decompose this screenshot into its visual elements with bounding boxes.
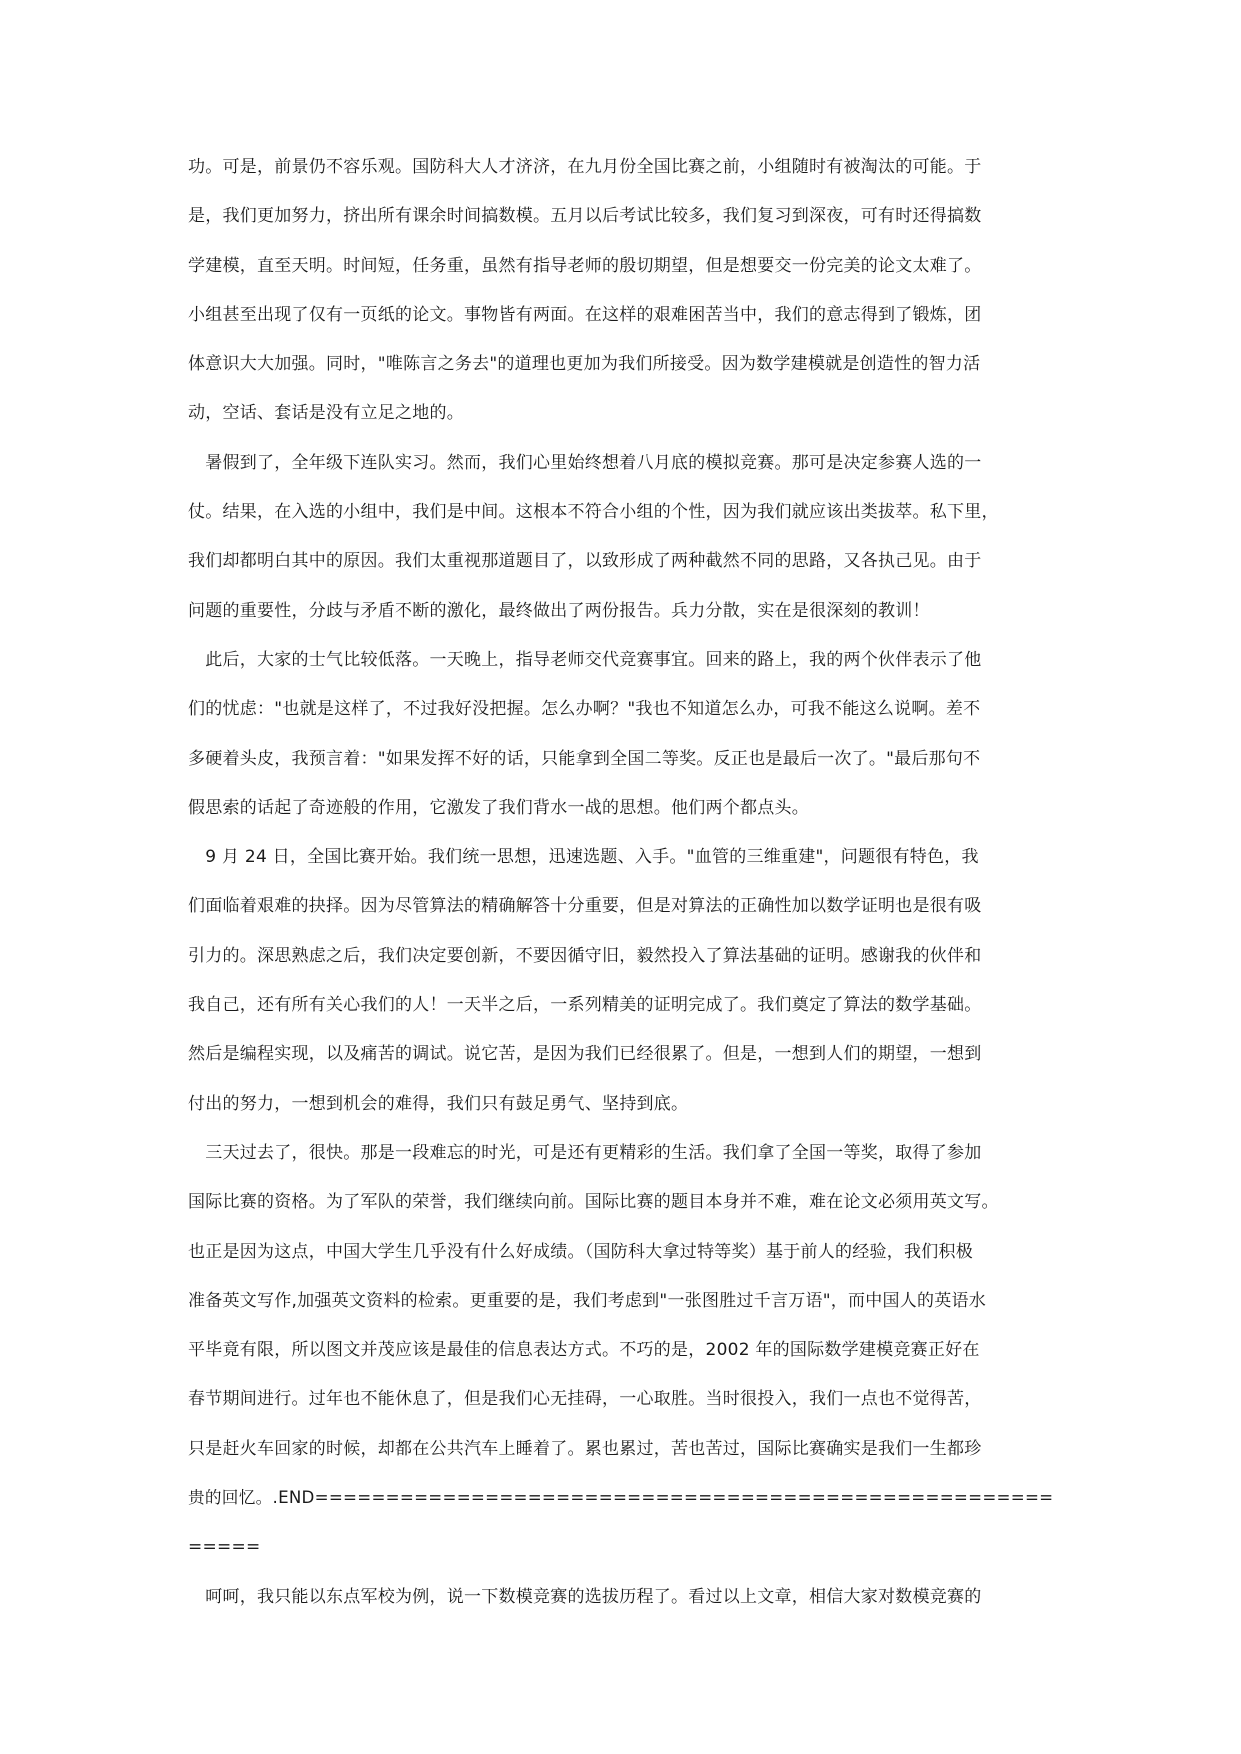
text-line: 付出的努力，一想到机会的难得，我们只有鼓足勇气、坚持到底。 <box>188 1093 689 1114</box>
text-line: 问题的重要性，分歧与矛盾不断的激化，最终做出了两份报告。兵力分散，实在是很深刻的教训！ <box>188 600 930 621</box>
text-line: 我们却都明白其中的原因。我们太重视那道题目了，以致形成了两种截然不同的思路，又各执己见。由于 <box>188 551 982 572</box>
text-line: 9 月 24 日，全国比赛开始。我们统一思想，迅速选题、入手。"血管的三维重建"，问题很有特色，我 <box>188 847 979 868</box>
text-line: 呵呵，我只能以东点军校为例，说一下数模竞赛的选拔历程了。看过以上文章，相信大家对数模竞赛的 <box>188 1586 982 1607</box>
text-line: 功。可是，前景仍不容乐观。国防科大人才济济，在九月份全国比赛之前，小组随时有被淘汰的可能。于 <box>188 157 982 177</box>
text-line: 假思索的话起了奇迹般的作用，它激发了我们背水一战的思想。他们两个都点头。 <box>188 797 809 818</box>
text-line: 国际比赛的资格。为了军队的荣誉，我们继续向前。国际比赛的题目本身并不难，难在论文必须用英文写。 <box>188 1192 999 1213</box>
text-line: 引力的。深思熟虑之后，我们决定要创新，不要因循守旧，毅然投入了算法基础的证明。感谢我的伙伴和 <box>188 945 982 966</box>
text-line: 我自己，还有所有关心我们的人！一天半之后，一系列精美的证明完成了。我们奠定了算法的数学基础。 <box>188 995 982 1016</box>
text-line: 体意识大大加强。同时，"唯陈言之务去"的道理也更加为我们所接受。因为数学建模就是创造性的智力活 <box>188 354 981 375</box>
text-line: 动，空话、套话是没有立足之地的。 <box>188 403 464 424</box>
text-line: 小组甚至出现了仅有一页纸的论文。事物皆有两面。在这样的艰难困苦当中，我们的意志得到了锻炼，团 <box>188 304 982 325</box>
text-line: 春节期间进行。过年也不能休息了，但是我们心无挂碍，一心取胜。当时很投入，我们一点也不觉得苦， <box>188 1389 982 1410</box>
text-line: 三天过去了，很快。那是一段难忘的时光，可是还有更精彩的生活。我们拿了全国一等奖，取得了参加 <box>188 1142 982 1163</box>
text-line: 仗。结果，在入选的小组中，我们是中间。这根本不符合小组的个性，因为我们就应该出类拔萃。私下里， <box>188 502 999 523</box>
text-line: 们面临着艰难的抉择。因为尽管算法的精确解答十分重要，但是对算法的正确性加以数学证明也是很有吸 <box>188 896 982 917</box>
body-text <box>188 157 1054 1636</box>
text-line: 准备英文写作,加强英文资料的检索。更重要的是，我们考虑到"一张图胜过千言万语"，而中国人的英语水 <box>188 1290 987 1311</box>
text-line: 多硬着头皮，我预言着："如果发挥不好的话，只能拿到全国二等奖。反正也是最后一次了。"最后那句不 <box>188 748 981 769</box>
text-line: 只是赶火车回家的时候，却都在公共汽车上睡着了。累也累过，苦也苦过，国际比赛确实是我们一生都珍 <box>188 1438 982 1459</box>
text-line: 贵的回忆。.END==================================================== <box>188 1488 1054 1508</box>
text-line: ===== <box>188 1537 261 1558</box>
text-line: 也正是因为这点，中国大学生几乎没有什么好成绩。（国防科大拿过特等奖）基于前人的经验，我们积极 <box>188 1241 973 1262</box>
text-line: 是，我们更加努力，挤出所有课余时间搞数模。五月以后考试比较多，我们复习到深夜，可有时还得搞数 <box>188 206 982 227</box>
text-line: 暑假到了，全年级下连队实习。然而，我们心里始终想着八月底的模拟竞赛。那可是决定参赛人选的一 <box>188 452 982 473</box>
text-line: 平毕竟有限，所以图文并茂应该是最佳的信息表达方式。不巧的是，2002 年的国际数学建模竞赛正好在 <box>188 1340 980 1361</box>
text-line: 此后，大家的士气比较低落。一天晚上，指导老师交代竞赛事宜。回来的路上，我的两个伙伴表示了他 <box>188 649 982 670</box>
text-line: 们的忧虑："也就是这样了，不过我好没把握。怎么办啊？"我也不知道怎么办，可我不能这么说啊。差不 <box>188 699 981 720</box>
text-line: 学建模，直至天明。时间短，任务重，虽然有指导老师的殷切期望，但是想要交一份完美的论文太难了。 <box>188 255 982 276</box>
text-line: 然后是编程实现，以及痛苦的调试。说它苦，是因为我们已经很累了。但是，一想到人们的期望，一想到 <box>188 1044 982 1065</box>
